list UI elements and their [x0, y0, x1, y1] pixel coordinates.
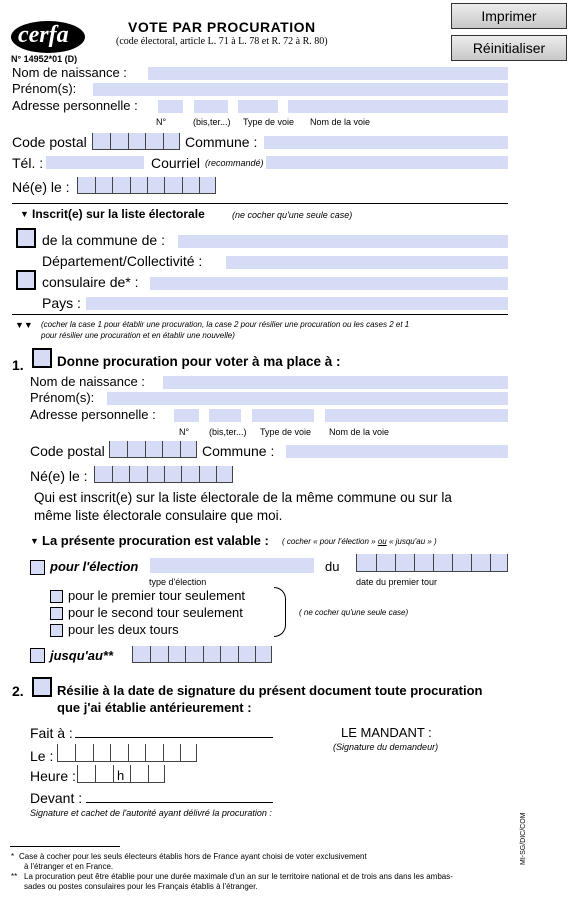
- mandant-title: LE MANDANT :: [341, 725, 432, 740]
- mandataire-commune-field[interactable]: [286, 445, 508, 458]
- deux-tours-checkbox[interactable]: [50, 624, 63, 637]
- inscrit-commune-field[interactable]: [178, 235, 508, 248]
- meme-liste-text-1: Qui est inscrit(e) sur la liste électorale de la même commune ou sur la: [34, 490, 452, 505]
- fait-line[interactable]: [75, 737, 273, 738]
- mandataire-numero-field[interactable]: [174, 409, 199, 422]
- reset-button[interactable]: Réinitialiser: [451, 35, 567, 61]
- commune-label: Commune :: [185, 134, 258, 150]
- consulaire-field[interactable]: [150, 277, 508, 290]
- commune-field[interactable]: [264, 136, 508, 149]
- mandataire-typevoie-caption: Type de voie: [260, 427, 312, 437]
- nom-field[interactable]: [148, 67, 508, 80]
- date-premier-tour-field[interactable]: [356, 554, 508, 572]
- mandataire-no-caption: N°: [179, 427, 190, 437]
- mandataire-nom-field[interactable]: [163, 376, 508, 389]
- footnote1-mark: *: [11, 852, 15, 861]
- brace-icon: [274, 587, 286, 637]
- adresse-bister-field[interactable]: [194, 100, 228, 113]
- section2-line2: que j'ai établie antérieurement :: [57, 700, 252, 715]
- fait-label: Fait à :: [30, 725, 73, 741]
- instruction-line1: (cocher la case 1 pour établir une procuration, la case 2 pour résilier une procuration ou les cases 2 et 1: [41, 320, 410, 329]
- type-election-caption: type d'élection: [149, 577, 207, 587]
- adresse-nomvoie-field[interactable]: [288, 100, 508, 113]
- meme-liste-text-2: même liste électorale consulaire que moi.: [34, 508, 283, 523]
- le-date-field[interactable]: [57, 744, 197, 762]
- mandataire-bister-caption: (bis,ter...): [209, 427, 247, 437]
- options-note: ( ne cocher qu'une seule case): [299, 608, 409, 617]
- commune-checkbox[interactable]: [16, 228, 36, 248]
- side-code: MI-SG/DIC/COM: [520, 812, 527, 865]
- second-tour-label: pour le second tour seulement: [68, 605, 243, 620]
- separator-line-2: [12, 314, 508, 315]
- nom-label: Nom de naissance :: [12, 65, 127, 80]
- page-title: VOTE PAR PROCURATION: [128, 19, 316, 35]
- recommande-caption: (recommandé): [205, 158, 264, 168]
- codepostal-field[interactable]: [92, 133, 180, 150]
- print-button[interactable]: Imprimer: [451, 3, 567, 29]
- deux-tours-label: pour les deux tours: [68, 622, 179, 637]
- footnote2-line2: sades ou postes consulaires pour les Français établis à l'étranger.: [24, 882, 258, 891]
- footnote2-line1: La procuration peut être établie pour une durée maximale d'un an sur le territoire national et de trois ans dans les ambas-: [24, 872, 453, 881]
- consulaire-label: consulaire de* :: [42, 274, 139, 290]
- codepostal-label: Code postal: [12, 134, 87, 150]
- mandataire-naissance-field[interactable]: [94, 466, 233, 483]
- valable-note-a: ( cocher « pour l'élection »: [282, 537, 378, 546]
- du-label: du: [325, 559, 340, 574]
- jusquau-date-field[interactable]: [132, 646, 272, 663]
- mandataire-prenom-field[interactable]: [107, 392, 508, 405]
- inscrit-heading: Inscrit(e) sur la liste électorale: [32, 207, 205, 221]
- mandataire-nomvoie-field[interactable]: [325, 409, 508, 422]
- date-premier-tour-caption: date du premier tour: [356, 577, 438, 587]
- valable-triangle-icon: ▼: [30, 536, 39, 546]
- second-tour-checkbox[interactable]: [50, 607, 63, 620]
- tel-label: Tél. :: [12, 155, 44, 171]
- prenom-field[interactable]: [93, 83, 508, 96]
- section2-line1: Résilie à la date de signature du présent document toute procuration: [57, 683, 483, 698]
- pays-label: Pays :: [42, 295, 81, 311]
- no-caption: N°: [156, 117, 167, 127]
- valable-note: [282, 537, 437, 546]
- pays-field[interactable]: [86, 297, 508, 310]
- footnote1-line2: à l'étranger et en France.: [24, 862, 114, 871]
- mandataire-nomvoie-caption: Nom de la voie: [329, 427, 390, 437]
- jusquau-label: jusqu'au**: [50, 648, 114, 663]
- cerfa-logo-text: cerfa: [18, 22, 69, 48]
- jusquau-checkbox[interactable]: [30, 648, 45, 663]
- heure-h: h: [117, 768, 125, 783]
- devant-label: Devant :: [30, 790, 83, 806]
- section1-number: 1.: [12, 357, 24, 373]
- naissance-date-field[interactable]: [77, 177, 216, 194]
- le-label: Le :: [30, 748, 54, 764]
- prenom-label: Prénom(s):: [12, 81, 77, 96]
- departement-field[interactable]: [226, 256, 508, 269]
- footnote-separator: [10, 846, 120, 847]
- valable-note-b: « jusqu'au » ): [386, 537, 437, 546]
- page-subtitle: (code électoral, article L. 71 à L. 78 et R. 72 à R. 80): [116, 36, 328, 47]
- section1-heading: Donne procuration pour voter à ma place à :: [57, 354, 341, 369]
- typevoie-caption: Type de voie: [243, 117, 295, 127]
- heure-label: Heure :: [30, 768, 76, 784]
- adresse-typevoie-field[interactable]: [238, 100, 278, 113]
- mandataire-adresse-label: Adresse personnelle :: [30, 407, 156, 422]
- valable-note-ou: ou: [377, 537, 387, 546]
- type-election-field[interactable]: [150, 558, 314, 573]
- mandataire-commune-label: Commune :: [202, 443, 275, 459]
- double-triangle-icon: ▼▼: [15, 320, 33, 330]
- consulaire-checkbox[interactable]: [16, 270, 36, 290]
- adresse-numero-field[interactable]: [158, 100, 183, 113]
- mandataire-cp-field[interactable]: [109, 441, 197, 458]
- bister-caption: (bis,ter...): [193, 117, 231, 127]
- footnote2-mark: **: [11, 872, 18, 881]
- mandataire-naissance-label: Né(e) le :: [30, 468, 88, 484]
- triangle-icon: ▼: [20, 209, 29, 219]
- autorite-caption: Signature et cachet de l'autorité ayant délivré la procuration :: [30, 808, 272, 818]
- form-number: N° 14952*01 (D): [11, 54, 78, 64]
- mandataire-prenom-label: Prénom(s):: [30, 390, 95, 405]
- courriel-label: Courriel: [151, 155, 201, 171]
- valable-heading: La présente procuration est valable :: [42, 533, 269, 548]
- signature-caption: (Signature du demandeur): [333, 742, 439, 752]
- mandataire-cp-label: Code postal: [30, 443, 105, 459]
- inscrit-note: (ne cocher qu'une seule case): [232, 210, 353, 220]
- premier-tour-label: pour le premier tour seulement: [68, 588, 246, 603]
- pour-election-label: pour l'élection: [50, 559, 139, 574]
- departement-label: Département/Collectivité :: [42, 253, 203, 269]
- tel-field[interactable]: [46, 156, 144, 169]
- mandataire-bister-field[interactable]: [209, 409, 241, 422]
- instruction-line2: pour résilier une procuration et en établir une nouvelle): [41, 331, 235, 340]
- adresse-label: Adresse personnelle :: [12, 98, 138, 113]
- procuration-checkbox[interactable]: [32, 348, 52, 368]
- mandataire-nom-label: Nom de naissance :: [30, 374, 145, 389]
- separator-line: [12, 203, 508, 204]
- devant-line[interactable]: [86, 802, 273, 803]
- courriel-field[interactable]: [266, 156, 508, 169]
- resilie-checkbox[interactable]: [32, 677, 52, 697]
- premier-tour-checkbox[interactable]: [50, 590, 63, 603]
- nomvoie-caption: Nom de la voie: [310, 117, 371, 127]
- inscrit-commune-label: de la commune de :: [42, 232, 165, 248]
- section2-number: 2.: [12, 683, 24, 699]
- footnote1-line1: Case à cocher pour les seuls électeurs établis hors de France ayant choisi de voter exclusivement: [19, 852, 367, 861]
- naissance-label: Né(e) le :: [12, 179, 70, 195]
- pour-election-checkbox[interactable]: [30, 560, 45, 575]
- mandataire-typevoie-field[interactable]: [252, 409, 314, 422]
